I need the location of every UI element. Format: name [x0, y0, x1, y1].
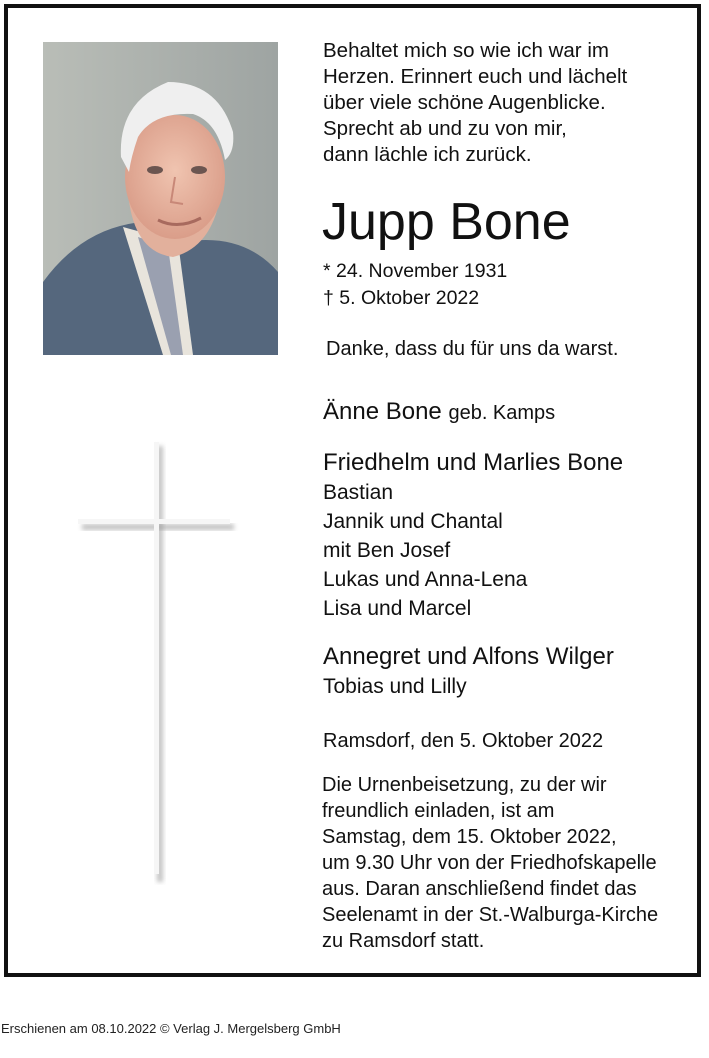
publication-footer: Erschienen am 08.10.2022 © Verlag J. Mergelsberg GmbH: [1, 1021, 341, 1036]
poem-line: Sprecht ab und zu von mir,: [323, 117, 567, 140]
cross-symbol: [70, 440, 250, 885]
death-date: † 5. Oktober 2022: [323, 287, 480, 309]
family-member: Lukas und Anna-Lena: [323, 568, 528, 591]
family-group-1: [323, 448, 623, 623]
widow-maiden-name: geb. Kamps: [448, 402, 556, 424]
deceased-name: Jupp Bone: [322, 193, 571, 251]
burial-info: [322, 772, 658, 954]
widow-line: [323, 397, 555, 428]
burial-line: freundlich einladen, ist am: [322, 800, 555, 822]
family-member: Tobias und Lilly: [323, 675, 467, 698]
family-member: Jannik und Chantal: [323, 510, 503, 533]
family-member: mit Ben Josef: [323, 539, 451, 562]
family-group-head: Friedhelm und Marlies Bone: [323, 449, 624, 476]
burial-line: aus. Daran anschließend findet das: [322, 878, 637, 900]
poem-line: Herzen. Erinnert euch und lächelt: [323, 65, 628, 88]
burial-line: zu Ramsdorf statt.: [322, 930, 485, 952]
burial-line: Seelenamt in der St.-Walburga-Kirche: [322, 904, 659, 926]
place-date: Ramsdorf, den 5. Oktober 2022: [323, 730, 604, 752]
poem-line: Behaltet mich so wie ich war im: [323, 39, 609, 62]
poem-line: über viele schöne Augenblicke.: [323, 91, 606, 114]
poem-line: dann lächle ich zurück.: [323, 143, 532, 166]
family-member: Lisa und Marcel: [323, 597, 472, 620]
thanks-line: Danke, dass du für uns da warst.: [326, 338, 619, 360]
burial-line: Die Urnenbeisetzung, zu der wir: [322, 774, 607, 796]
family-group-2: [323, 642, 614, 701]
family-member: Bastian: [323, 481, 394, 504]
family-group-head: Annegret und Alfons Wilger: [323, 643, 614, 670]
widow-name: Änne Bone: [323, 398, 442, 425]
life-dates: [323, 258, 507, 312]
birth-date: * 24. November 1931: [323, 260, 508, 282]
burial-line: um 9.30 Uhr von der Friedhofskapelle: [322, 852, 657, 874]
poem-text: [323, 38, 627, 168]
burial-line: Samstag, dem 15. Oktober 2022,: [322, 826, 617, 848]
portrait-photo: [43, 42, 278, 355]
